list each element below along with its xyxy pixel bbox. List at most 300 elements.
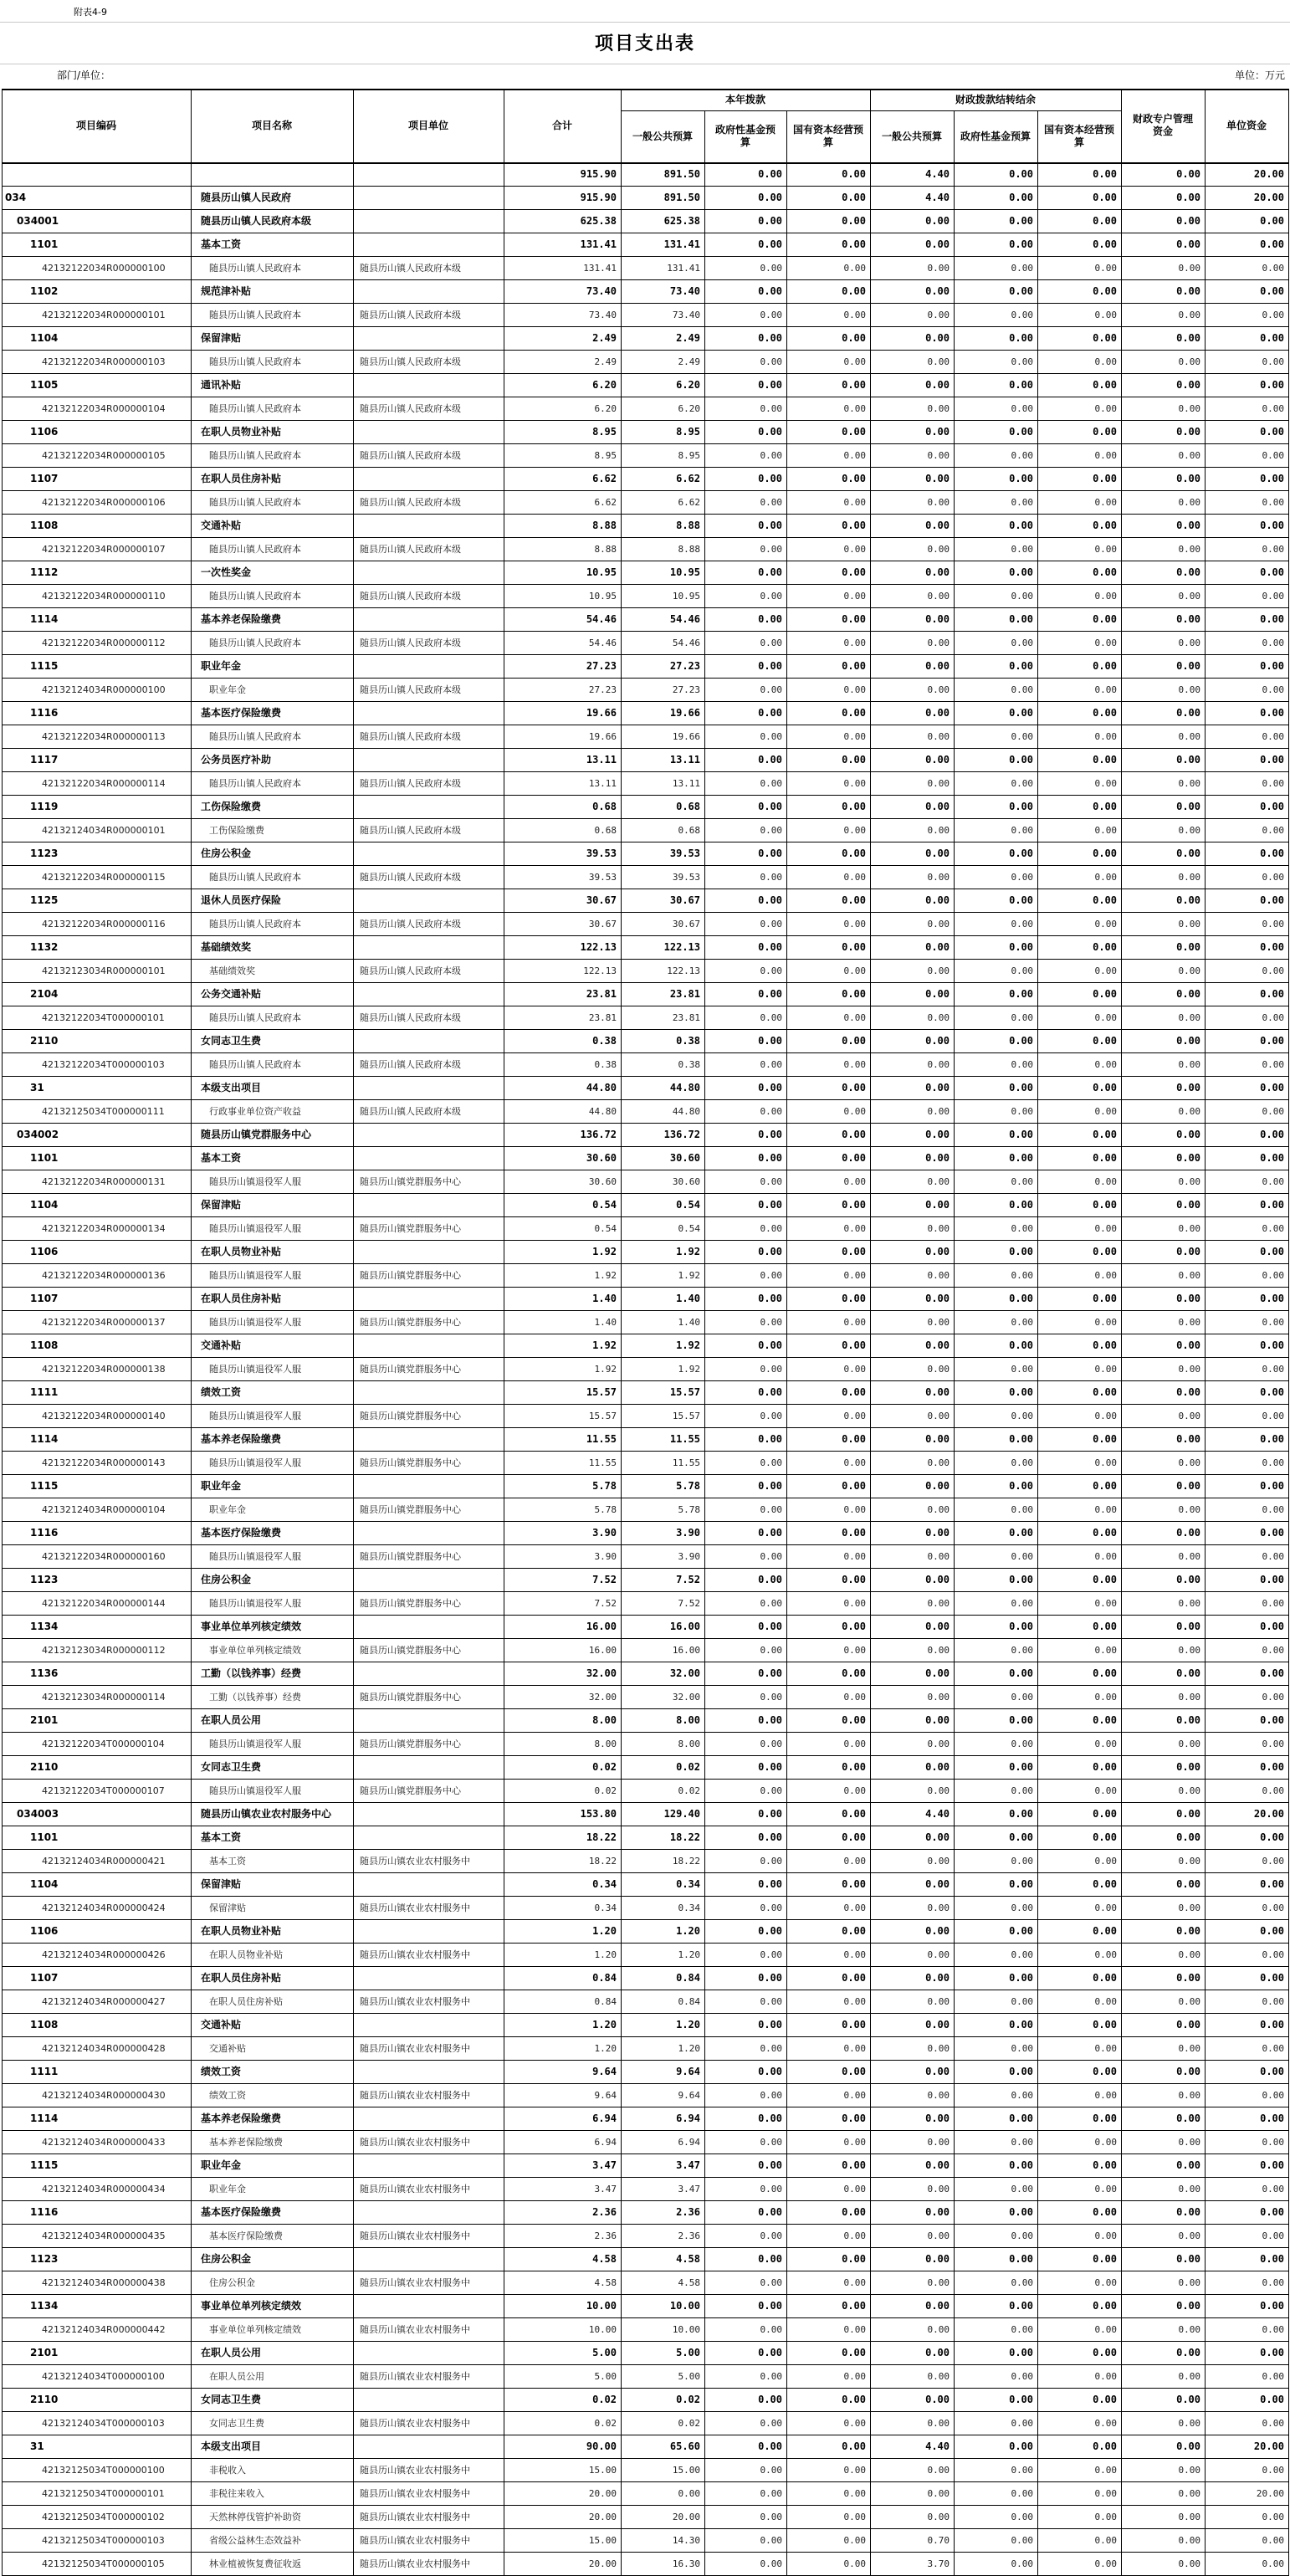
project-code-cell: 31 <box>30 1082 44 1093</box>
amount-cell: 0.00 <box>1262 496 1284 508</box>
header-code: 项目编码 <box>75 119 116 131</box>
project-name-cell: 在职人员公用 <box>209 2370 264 2382</box>
amount-cell: 0.00 <box>1094 1902 1117 1913</box>
amount-cell: 8.88 <box>678 543 700 555</box>
amount-cell: 0.00 <box>1262 871 1284 883</box>
amount-cell: 0.00 <box>843 2183 866 2194</box>
project-name-cell: 职业年金 <box>201 660 242 672</box>
amount-cell: 0.00 <box>927 1316 950 1328</box>
amount-cell: 0.00 <box>842 1433 866 1445</box>
project-unit-cell: 随县历山镇农业农村服务中 <box>360 2230 470 2241</box>
amount-cell: 0.00 <box>927 1105 950 1117</box>
amount-cell: 0.00 <box>1094 1855 1117 1867</box>
amount-cell: 0.00 <box>1176 285 1200 297</box>
amount-cell: 0.00 <box>760 2558 782 2569</box>
amount-cell: 0.00 <box>758 1433 782 1445</box>
project-unit-cell: 随县历山镇党群服务中心 <box>360 1644 461 1656</box>
project-name-cell: 工伤保险缴费 <box>201 801 262 812</box>
amount-cell: 0.00 <box>1178 309 1200 320</box>
amount-cell: 0.00 <box>1176 2440 1200 2452</box>
amount-cell: 0.00 <box>842 332 866 344</box>
project-unit-cell: 随县历山镇人民政府本级 <box>360 543 461 555</box>
amount-cell: 0.00 <box>1176 1527 1200 1539</box>
amount-cell: 0.00 <box>1262 824 1284 836</box>
amount-cell: 0.84 <box>678 1995 700 2007</box>
amount-cell: 0.00 <box>1093 2066 1117 2077</box>
amount-cell: 0.00 <box>1093 1129 1117 1140</box>
amount-cell: 0.00 <box>1176 2206 1200 2218</box>
project-unit-cell: 随县历山镇农业农村服务中 <box>360 1855 470 1867</box>
project-code-cell: 2110 <box>30 1035 59 1047</box>
amount-cell: 0.00 <box>1094 262 1117 274</box>
amount-cell: 0.00 <box>1262 2136 1284 2148</box>
project-unit-cell <box>353 233 504 256</box>
amount-cell: 0.00 <box>1178 2323 1200 2335</box>
amount-cell: 0.00 <box>1178 1175 1200 1187</box>
amount-cell: 0.00 <box>1093 1667 1117 1679</box>
amount-cell: 0.00 <box>842 473 866 484</box>
project-name-cell: 基础绩效奖 <box>209 965 255 976</box>
amount-cell: 0.00 <box>758 1925 782 1937</box>
amount-cell: 625.38 <box>663 215 700 227</box>
amount-cell: 1.40 <box>594 1316 617 1328</box>
amount-cell: 0.00 <box>1093 1527 1117 1539</box>
amount-cell: 0.00 <box>1262 2464 1284 2476</box>
amount-cell: 0.00 <box>927 1855 950 1867</box>
project-name-cell: 基本养老保险缴费 <box>201 1433 282 1445</box>
project-code-cell: 1106 <box>30 1246 59 1257</box>
project-name-cell: 随县历山镇人民政府本 <box>209 496 301 508</box>
project-name-cell: 公务员医疗补助 <box>201 754 272 766</box>
project-code-cell: 42132122034R000000112 <box>42 637 166 648</box>
project-unit-cell: 随县历山镇农业农村服务中 <box>360 1949 470 1960</box>
amount-cell: 0.00 <box>842 566 866 578</box>
amount-cell: 0.00 <box>1178 1058 1200 1070</box>
amount-cell: 0.00 <box>925 285 950 297</box>
amount-cell: 0.00 <box>758 332 782 344</box>
amount-cell: 0.00 <box>1011 1269 1033 1281</box>
amount-cell: 0.00 <box>1011 2276 1033 2288</box>
amount-cell: 4.58 <box>592 2253 617 2265</box>
project-unit-cell: 随县历山镇党群服务中心 <box>360 1222 461 1234</box>
project-unit-cell <box>353 1826 504 1849</box>
project-name-cell: 基本养老保险缴费 <box>201 613 282 625</box>
project-unit-cell: 随县历山镇农业农村服务中 <box>360 2417 470 2429</box>
project-code-cell: 1123 <box>30 2253 59 2265</box>
amount-cell: 0.00 <box>1176 941 1200 953</box>
amount-cell: 0.00 <box>1178 1363 1200 1375</box>
amount-cell: 0.00 <box>842 1480 866 1492</box>
amount-cell: 0.00 <box>842 1293 866 1304</box>
header-name: 项目名称 <box>251 119 292 131</box>
amount-cell: 0.00 <box>1176 1831 1200 1843</box>
amount-cell: 0.00 <box>925 1339 950 1351</box>
project-unit-cell: 随县历山镇人民政府本级 <box>360 1105 461 1117</box>
amount-cell: 0.00 <box>1011 590 1033 602</box>
project-code-cell: 1108 <box>30 2019 59 2031</box>
amount-cell: 0.00 <box>1011 2534 1033 2546</box>
amount-cell: 3.90 <box>678 1550 700 1562</box>
project-code-cell: 42132122034T000000107 <box>42 1785 165 1796</box>
project-name-cell: 随县历山镇人民政府本 <box>209 449 301 461</box>
amount-cell: 0.00 <box>758 2347 782 2358</box>
project-code-cell: 42132122034R000000106 <box>42 496 166 508</box>
amount-cell: 0.00 <box>1262 2089 1284 2101</box>
amount-cell: 0.00 <box>1009 473 1033 484</box>
amount-cell: 0.02 <box>676 2394 700 2405</box>
amount-cell: 0.00 <box>1093 2253 1117 2265</box>
amount-cell: 0.00 <box>1093 988 1117 1000</box>
project-code-cell: 42132122034T000000101 <box>42 1011 165 1023</box>
project-name-cell: 基本养老保险缴费 <box>201 2113 282 2124</box>
amount-cell: 0.00 <box>1009 1667 1033 1679</box>
amount-cell: 0.00 <box>925 1761 950 1773</box>
project-code-cell: 42132122034R000000105 <box>42 449 166 461</box>
amount-cell: 0.00 <box>1094 1410 1117 1421</box>
amount-cell: 0.00 <box>925 215 950 227</box>
amount-cell: 0.00 <box>1009 801 1033 812</box>
project-name-cell: 职业年金 <box>209 2183 246 2194</box>
amount-cell: 54.46 <box>672 637 700 648</box>
amount-cell: 0.00 <box>925 1293 950 1304</box>
amount-cell: 0.00 <box>843 1550 866 1562</box>
amount-cell: 0.00 <box>1011 965 1033 976</box>
amount-cell: 0.00 <box>1094 777 1117 789</box>
amount-cell: 32.00 <box>588 1691 617 1703</box>
amount-cell: 0.00 <box>760 684 782 695</box>
amount-cell: 0.00 <box>1011 2323 1033 2335</box>
amount-cell: 6.62 <box>594 496 617 508</box>
amount-cell: 0.00 <box>1260 2206 1284 2218</box>
amount-cell: 0.00 <box>1262 356 1284 367</box>
amount-cell: 0.02 <box>678 1785 700 1796</box>
amount-cell: 0.00 <box>1262 1597 1284 1609</box>
amount-cell: 0.00 <box>925 894 950 906</box>
project-name-cell: 非税收入 <box>209 2464 246 2476</box>
amount-cell: 0.00 <box>1178 1457 1200 1468</box>
amount-cell: 1.92 <box>676 1339 700 1351</box>
project-name-cell: 天然林停伐管护补助资 <box>209 2511 301 2522</box>
amount-cell: 0.00 <box>842 1761 866 1773</box>
amount-cell: 0.00 <box>1178 1222 1200 1234</box>
amount-cell: 0.00 <box>760 777 782 789</box>
amount-cell: 0.00 <box>1009 1339 1033 1351</box>
project-code-cell: 1115 <box>30 660 59 672</box>
project-unit-cell <box>353 795 504 818</box>
project-code-cell: 42132122034R000000138 <box>42 1363 166 1375</box>
amount-cell: 0.00 <box>925 2066 950 2077</box>
project-unit-cell: 随县历山镇人民政府本级 <box>360 871 461 883</box>
amount-cell: 0.00 <box>1094 1269 1117 1281</box>
amount-cell: 0.00 <box>925 332 950 344</box>
project-code-cell: 42132125034T000000100 <box>42 2464 165 2476</box>
amount-cell: 0.00 <box>1176 848 1200 859</box>
amount-cell: 0.00 <box>1262 590 1284 602</box>
amount-cell: 3.47 <box>676 2159 700 2171</box>
amount-cell: 0.00 <box>1094 2558 1117 2569</box>
amount-cell: 0.00 <box>843 496 866 508</box>
amount-cell: 0.54 <box>678 1222 700 1234</box>
amount-cell: 0.00 <box>760 1855 782 1867</box>
project-code-cell: 42132122034R000000140 <box>42 1410 166 1421</box>
amount-cell: 1.92 <box>592 1246 617 1257</box>
amount-cell: 0.00 <box>758 2113 782 2124</box>
project-code-cell: 42132124034R000000428 <box>42 2042 166 2054</box>
amount-cell: 0.00 <box>758 566 782 578</box>
amount-cell: 0.00 <box>925 1082 950 1093</box>
amount-cell: 0.00 <box>1011 1105 1033 1117</box>
project-name-cell: 住房公积金 <box>201 1574 252 1585</box>
amount-cell: 0.00 <box>1260 1433 1284 1445</box>
header-current-state-capital: 国有资本经营预算 <box>793 124 864 148</box>
project-name-cell: 在职人员住房补贴 <box>201 1972 282 1984</box>
amount-cell: 10.00 <box>669 2300 700 2312</box>
amount-cell: 0.00 <box>1260 613 1284 625</box>
amount-cell: 0.00 <box>1093 379 1117 391</box>
amount-cell: 23.81 <box>588 1011 617 1023</box>
project-code-cell: 42132122034R000000113 <box>42 730 166 742</box>
amount-cell: 0.00 <box>758 1246 782 1257</box>
amount-cell: 8.95 <box>676 426 700 438</box>
amount-cell: 0.00 <box>1262 1269 1284 1281</box>
amount-cell: 0.00 <box>1176 1246 1200 1257</box>
amount-cell: 0.00 <box>1176 1199 1200 1211</box>
project-code-cell: 42132122034R000000101 <box>42 309 166 320</box>
amount-cell: 0.02 <box>592 1761 617 1773</box>
amount-cell: 0.00 <box>1009 1152 1033 1164</box>
amount-cell: 0.00 <box>927 2230 950 2241</box>
amount-cell: 0.00 <box>1009 520 1033 531</box>
amount-cell: 0.00 <box>843 402 866 414</box>
amount-cell: 0.00 <box>760 1738 782 1749</box>
amount-cell: 0.00 <box>1260 1972 1284 1984</box>
amount-cell: 0.00 <box>1176 2113 1200 2124</box>
amount-cell: 9.64 <box>592 2066 617 2077</box>
amount-cell: 27.23 <box>588 684 617 695</box>
project-code-cell: 42132124034R000000427 <box>42 1995 166 2007</box>
project-unit-cell: 随县历山镇党群服务中心 <box>360 1316 461 1328</box>
project-unit-cell <box>353 2294 504 2317</box>
amount-cell: 0.00 <box>1176 1035 1200 1047</box>
amount-cell: 0.00 <box>843 262 866 274</box>
amount-cell: 0.00 <box>843 871 866 883</box>
amount-cell: 0.00 <box>1094 2417 1117 2429</box>
amount-cell: 0.00 <box>1178 1902 1200 1913</box>
amount-cell: 0.00 <box>1178 2042 1200 2054</box>
amount-cell: 0.00 <box>842 2113 866 2124</box>
amount-cell: 8.95 <box>678 449 700 461</box>
amount-cell: 0.00 <box>925 1480 950 1492</box>
amount-cell: 0.00 <box>1011 2417 1033 2429</box>
amount-cell: 0.00 <box>1176 1621 1200 1632</box>
amount-cell: 0.00 <box>1176 2253 1200 2265</box>
amount-cell: 0.00 <box>1094 1597 1117 1609</box>
amount-cell: 0.00 <box>1009 1761 1033 1773</box>
amount-cell: 0.00 <box>1009 988 1033 1000</box>
header-current-fund: 政府性基金预算 <box>714 124 776 148</box>
project-code-cell: 034 <box>5 192 27 203</box>
amount-cell: 15.57 <box>586 1386 617 1398</box>
project-name-cell: 随县历山镇人民政府 <box>201 192 292 203</box>
amount-cell: 0.00 <box>927 2323 950 2335</box>
project-unit-cell <box>353 654 504 678</box>
project-code-cell: 2110 <box>30 2394 59 2405</box>
amount-cell: 0.00 <box>1178 2534 1200 2546</box>
amount-cell: 0.00 <box>1093 2019 1117 2031</box>
project-code-cell: 034001 <box>17 215 59 227</box>
amount-cell: 0.00 <box>843 1410 866 1421</box>
amount-cell: 0.00 <box>1262 1550 1284 1562</box>
project-name-cell: 交通补贴 <box>209 2042 246 2054</box>
amount-cell: 0.00 <box>1009 192 1033 203</box>
amount-cell: 0.00 <box>758 1386 782 1398</box>
amount-cell: 0.00 <box>842 2066 866 2077</box>
amount-cell: 0.00 <box>843 1855 866 1867</box>
amount-cell: 0.00 <box>758 1667 782 1679</box>
amount-cell: 0.00 <box>1011 402 1033 414</box>
amount-cell: 0.00 <box>1262 543 1284 555</box>
project-code-cell: 42132124034R000000435 <box>42 2230 166 2241</box>
amount-cell: 0.00 <box>1093 1386 1117 1398</box>
amount-cell: 0.00 <box>925 613 950 625</box>
project-unit-cell: 随县历山镇党群服务中心 <box>360 1597 461 1609</box>
amount-cell: 0.00 <box>843 2370 866 2382</box>
amount-cell: 0.00 <box>1009 1527 1033 1539</box>
amount-cell: 4.40 <box>925 168 950 180</box>
amount-cell: 6.94 <box>678 2136 700 2148</box>
project-unit-cell: 随县历山镇农业农村服务中 <box>360 2183 470 2194</box>
project-name-cell: 随县历山镇退役军人服 <box>209 1410 301 1421</box>
amount-cell: 0.00 <box>1009 660 1033 672</box>
amount-cell: 0.00 <box>1009 1199 1033 1211</box>
amount-cell: 0.00 <box>925 520 950 531</box>
amount-cell: 0.00 <box>1178 777 1200 789</box>
amount-cell: 0.00 <box>842 1246 866 1257</box>
project-code-cell: 42132122034T000000103 <box>42 1058 165 1070</box>
project-name-cell: 随县历山镇人民政府本 <box>209 590 301 602</box>
amount-cell: 1.40 <box>678 1316 700 1328</box>
amount-cell: 0.00 <box>925 988 950 1000</box>
amount-cell: 0.00 <box>1093 2159 1117 2171</box>
project-name-cell: 随县历山镇退役军人服 <box>209 1738 301 1749</box>
project-code-cell: 42132122034R000000160 <box>42 1550 166 1562</box>
project-name-cell: 在职人员物业补贴 <box>201 426 282 438</box>
amount-cell: 0.00 <box>760 1269 782 1281</box>
amount-cell: 0.00 <box>1260 2066 1284 2077</box>
amount-cell: 10.00 <box>588 2323 617 2335</box>
amount-cell: 9.64 <box>594 2089 617 2101</box>
project-code-cell: 1134 <box>30 1621 59 1632</box>
amount-cell: 0.00 <box>760 262 782 274</box>
amount-cell: 6.20 <box>678 402 700 414</box>
amount-cell: 5.00 <box>678 2370 700 2382</box>
amount-cell: 5.00 <box>594 2370 617 2382</box>
project-unit-cell: 随县历山镇人民政府本级 <box>360 1011 461 1023</box>
amount-cell: 6.94 <box>676 2113 700 2124</box>
project-code-cell: 42132125034T000000105 <box>42 2558 165 2569</box>
amount-cell: 11.55 <box>586 1433 617 1445</box>
project-code-cell: 42132122034R000000100 <box>42 262 166 274</box>
amount-cell: 0.00 <box>1094 1785 1117 1796</box>
amount-cell: 0.00 <box>927 2464 950 2476</box>
project-unit-cell: 随县历山镇人民政府本级 <box>360 777 461 789</box>
project-name-cell: 基本工资 <box>201 1152 242 1164</box>
amount-cell: 0.00 <box>1176 1972 1200 1984</box>
amount-cell: 0.00 <box>1178 1855 1200 1867</box>
project-name-cell: 本级支出项目 <box>201 1082 262 1093</box>
amount-cell: 0.00 <box>1009 238 1033 250</box>
amount-cell: 0.00 <box>1094 684 1117 695</box>
project-name-cell: 工伤保险缴费 <box>209 824 264 836</box>
project-code-cell: 42132122034R000000115 <box>42 871 166 883</box>
amount-cell: 27.23 <box>669 660 700 672</box>
amount-cell: 0.00 <box>843 1222 866 1234</box>
amount-cell: 0.00 <box>1011 918 1033 930</box>
project-unit-cell: 随县历山镇农业农村服务中 <box>360 2042 470 2054</box>
amount-cell: 0.00 <box>1093 2300 1117 2312</box>
amount-cell: 1.40 <box>676 1293 700 1304</box>
amount-cell: 30.67 <box>672 918 700 930</box>
project-unit-cell: 随县历山镇党群服务中心 <box>360 1175 461 1187</box>
amount-cell: 0.00 <box>1260 848 1284 859</box>
amount-cell: 15.57 <box>588 1410 617 1421</box>
project-name-cell: 事业单位单列核定绩效 <box>209 2323 301 2335</box>
amount-cell: 0.00 <box>1093 1761 1117 1773</box>
amount-cell: 0.00 <box>1094 1011 1117 1023</box>
project-unit-cell: 随县历山镇党群服务中心 <box>360 1457 461 1468</box>
amount-cell: 2.49 <box>592 332 617 344</box>
amount-cell: 0.00 <box>1262 965 1284 976</box>
project-name-cell: 行政事业单位资产收益 <box>209 1105 301 1117</box>
amount-cell: 0.00 <box>1262 730 1284 742</box>
amount-cell: 0.00 <box>843 777 866 789</box>
amount-cell: 0.00 <box>1178 1410 1200 1421</box>
amount-cell: 0.00 <box>1178 2230 1200 2241</box>
amount-cell: 0.00 <box>1178 1949 1200 1960</box>
amount-cell: 0.00 <box>842 1527 866 1539</box>
amount-cell: 0.00 <box>842 1386 866 1398</box>
amount-cell: 136.72 <box>580 1129 617 1140</box>
amount-cell: 30.60 <box>672 1175 700 1187</box>
amount-cell: 0.00 <box>760 449 782 461</box>
amount-cell: 44.80 <box>672 1105 700 1117</box>
amount-cell: 0.00 <box>1178 871 1200 883</box>
project-unit-cell: 随县历山镇人民政府本级 <box>360 590 461 602</box>
amount-cell: 0.00 <box>1011 496 1033 508</box>
amount-cell: 0.38 <box>678 1058 700 1070</box>
amount-cell: 8.88 <box>592 520 617 531</box>
project-unit-cell: 随县历山镇人民政府本级 <box>360 824 461 836</box>
project-code-cell: 1104 <box>30 1878 59 1890</box>
project-name-cell: 退休人员医疗保险 <box>201 894 282 906</box>
project-code-cell: 42132122034R000000144 <box>42 1597 166 1609</box>
amount-cell: 30.60 <box>586 1152 617 1164</box>
project-name-cell: 一次性奖金 <box>201 566 252 578</box>
amount-cell: 0.00 <box>1260 379 1284 391</box>
amount-cell: 0.34 <box>594 1902 617 1913</box>
amount-cell: 0.00 <box>1094 2183 1117 2194</box>
amount-cell: 6.20 <box>592 379 617 391</box>
amount-cell: 8.00 <box>592 1714 617 1726</box>
project-code-cell: 1114 <box>30 1433 59 1445</box>
amount-cell: 0.00 <box>678 2487 700 2499</box>
amount-cell: 0.00 <box>1093 1199 1117 1211</box>
amount-cell: 0.00 <box>925 707 950 719</box>
amount-cell: 0.00 <box>1260 520 1284 531</box>
amount-cell: 0.00 <box>842 613 866 625</box>
amount-cell: 0.00 <box>1176 1574 1200 1585</box>
amount-cell: 0.00 <box>758 1574 782 1585</box>
